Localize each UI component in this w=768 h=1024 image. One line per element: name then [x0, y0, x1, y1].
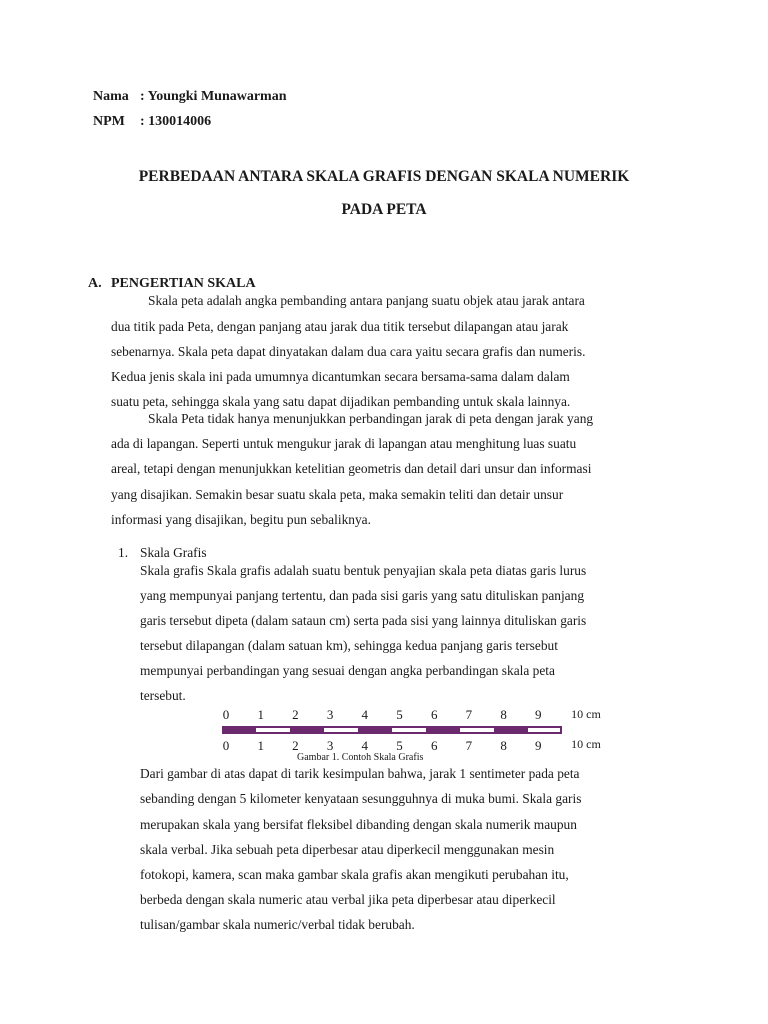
item-1-marker: 1.: [118, 545, 129, 560]
scale-top-tick-label: 4: [361, 707, 369, 722]
name-label: Nama: [93, 89, 129, 104]
section-a-para2-line: ada di lapangan. Seperti untuk mengukur jarak di lapangan atau menghitung luas suatu: [111, 436, 577, 451]
scale-top-tick-label: 0: [222, 707, 230, 722]
document-title-line-2: PADA PETA: [341, 201, 427, 218]
scale-bottom-tick-label: 4: [361, 738, 369, 753]
item-1-para-line: tersebut.: [140, 688, 186, 703]
section-a-para1-line: Kedua jenis skala ini pada umumnya dicantumkan secara bersama-sama dalam dalam: [111, 369, 570, 384]
section-a-para1-line: suatu peta, sehingga skala yang satu dapat dijadikan pembanding untuk skala lainnya.: [111, 394, 571, 409]
section-a-para2-line: Skala Peta tidak hanya menunjukkan perbandingan jarak di peta dengan jarak yang: [148, 411, 594, 426]
scale-bar-segment: [494, 728, 528, 732]
item-1-para-line: garis tersebut dipeta (dalam sataun cm) serta pada sisi yang lainnya dituliskan garis: [140, 613, 587, 628]
npm-value: : 130014006: [140, 114, 212, 129]
item-1-after-line: sebanding dengan 5 kilometer kenyataan sesungguhnya di muka bumi. Skala garis: [140, 791, 582, 806]
section-a-para1-line: dua titik pada Peta, dengan panjang atau jarak dua titik tersebut dilapangan atau jarak: [111, 319, 569, 334]
scale-bottom-tick-label: 5: [396, 738, 403, 753]
item-1-after-line: tulisan/gambar skala numeric/verbal tidak berubah.: [140, 917, 415, 932]
section-a-marker: A.: [88, 276, 102, 291]
graphic-scale-bar: [222, 726, 562, 734]
item-1-after-line: merupakan skala yang bersifat fleksibel dibanding dengan skala numerik maupun: [140, 817, 577, 832]
item-1-para-line: tersebut dilapangan (dalam satuan km), sehingga kedua panjang garis tersebut: [140, 638, 558, 653]
name-value: : Youngki Munawarman: [140, 89, 287, 104]
scale-top-tick-label: 8: [500, 707, 507, 722]
scale-bar-segment: [426, 728, 460, 732]
scale-bottom-tick-label: 8: [500, 738, 507, 753]
scale-top-tick-label: 2: [292, 707, 299, 722]
scale-bottom-tick-label: 6: [430, 738, 438, 753]
scale-bottom-tick-label: 9: [535, 738, 542, 753]
scale-top-tick-label: 3: [326, 707, 334, 722]
item-1-after-line: skala verbal. Jika sebuah peta diperbesar atau diperkecil menggunakan mesin: [140, 842, 555, 857]
section-a-para1-line: sebenarnya. Skala peta dapat dinyatakan dalam dua cara yaitu secara grafis dan numeris.: [111, 344, 586, 359]
item-1-after-line: berbeda dengan skala numeric atau verbal jika peta diperbesar atau diperkecil: [140, 892, 556, 907]
item-1-after-line: fotokopi, kamera, scan maka gambar skala grafis akan mengikuti perubahan itu,: [140, 867, 569, 882]
item-1-after-line: Dari gambar di atas dapat di tarik kesimpulan bahwa, jarak 1 sentimeter pada peta: [140, 766, 580, 781]
scale-bar-segment: [222, 728, 256, 732]
item-1-heading: Skala Grafis: [140, 545, 207, 560]
scale-bottom-tick-label: 7: [465, 738, 473, 753]
section-a-heading: PENGERTIAN SKALA: [111, 276, 256, 291]
scale-bottom-tick-label: 2: [292, 738, 299, 753]
scale-top-tick-label: 9: [535, 707, 542, 722]
section-a-para2-line: yang disajikan. Semakin besar suatu skala peta, maka semakin teliti dan detair unsur: [111, 487, 564, 502]
document-title-line-1: PERBEDAAN ANTARA SKALA GRAFIS DENGAN SKALA NUMERIK: [138, 168, 630, 185]
top-unit-label: 10 cm: [571, 707, 601, 721]
item-1-para-line: Skala grafis Skala grafis adalah suatu bentuk penyajian skala peta diatas garis lurus: [140, 563, 587, 578]
item-1-para-line: mempunyai perbandingan yang sesuai dengan angka perbandingan skala peta: [140, 663, 555, 678]
scale-bar-segment: [358, 728, 392, 732]
section-a-para1-line: Skala peta adalah angka pembanding antara panjang suatu objek atau jarak antara: [148, 293, 585, 308]
figure-caption: Gambar 1. Contoh Skala Grafis: [297, 752, 424, 763]
npm-label: NPM: [93, 114, 125, 129]
scale-top-tick-label: 5: [396, 707, 403, 722]
section-a-para2-line: areal, tetapi dengan menunjukkan ketelitian geometris dan detail dari unsur dan informasi: [111, 461, 592, 476]
item-1-para-line: yang mempunyai panjang tertentu, dan pada sisi garis yang satu dituliskan panjang: [140, 588, 585, 603]
scale-bottom-tick-label: 1: [257, 738, 264, 753]
scale-top-tick-label: 7: [465, 707, 473, 722]
scale-top-tick-label: 1: [257, 707, 264, 722]
bottom-unit-label: 10 cm: [571, 737, 601, 751]
section-a-para2-line: informasi yang disajikan, begitu pun sebaliknya.: [111, 512, 371, 527]
scale-bottom-tick-label: 3: [326, 738, 334, 753]
scale-bar-segment: [290, 728, 324, 732]
scale-top-tick-label: 6: [430, 707, 438, 722]
scale-bottom-tick-label: 0: [222, 738, 230, 753]
